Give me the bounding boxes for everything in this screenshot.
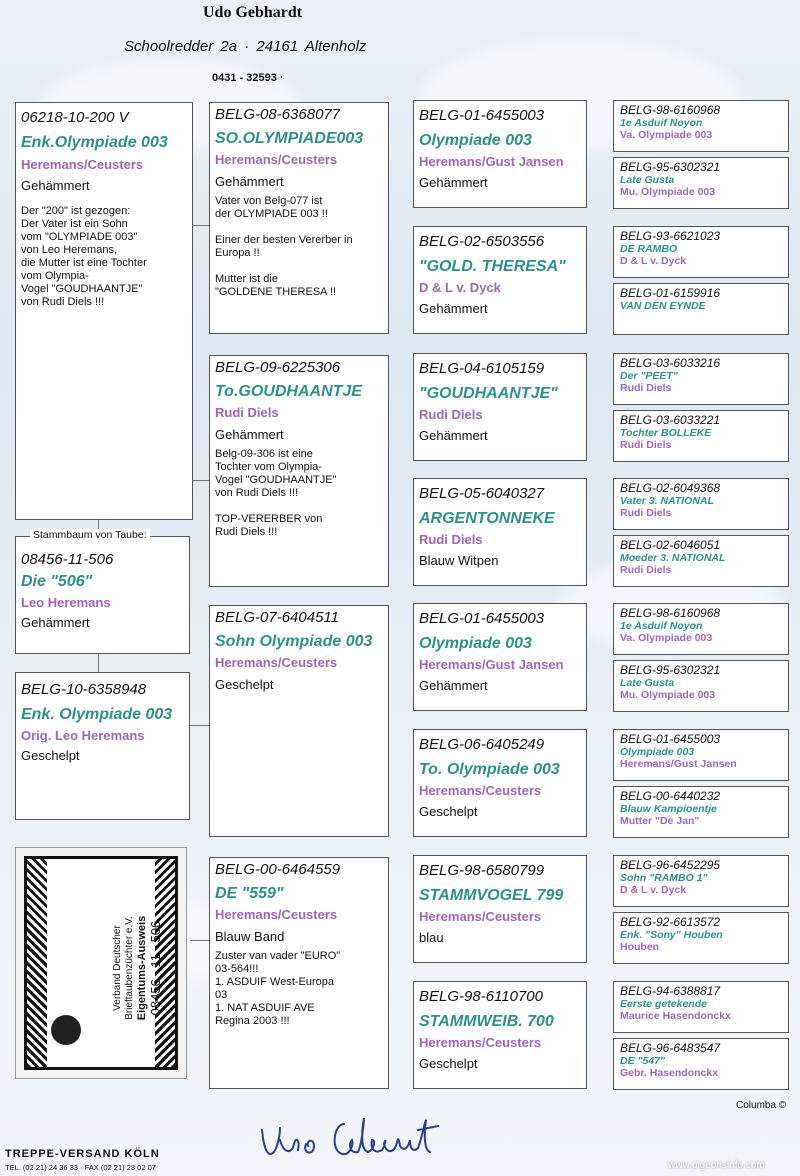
father-box (15, 102, 193, 520)
gggp-box: BELG-02-6049368 Vater 3. NATIONAL Rudi Diels (613, 478, 789, 530)
footer-contact: TEL. (02 21) 24 36 33 · FAX (02 21) 23 02 07 (5, 1163, 156, 1172)
card-ring (150, 868, 162, 1068)
ggp-color: Gehämmert (419, 428, 488, 443)
gggp-box: BELG-02-6046051 Moeder 3. NATIONAL Rudi Diels (613, 535, 789, 587)
mother-ring: BELG-10-6358948 (21, 681, 147, 698)
great-grandparent-box (413, 729, 587, 837)
ggp-color: Blauw Witpen (419, 553, 499, 568)
gggp-box: BELG-03-6033216 Der "PEET" Rudi Diels (613, 353, 789, 405)
breeder-phone: 0431 - 32593 · (212, 72, 284, 84)
footer-company: TREPPE-VERSAND KÖLN (5, 1148, 160, 1160)
grandparent-color: Geschelpt (215, 677, 274, 692)
ggp-breeder: D & L v. Dyck (419, 280, 501, 295)
subject-label: Stammbaum von Taube: (30, 529, 150, 541)
grandparent-breeder: Heremans/Ceusters (215, 907, 338, 922)
great-grandparent-box (413, 981, 587, 1089)
great-grandparent-box (413, 478, 587, 586)
great-grandparent-box (413, 855, 587, 963)
mother-color: Geschelpt (21, 748, 80, 763)
grandparent-name: SO.OLYMPIADE003 (215, 130, 364, 147)
gggp-box: BELG-92-6613572 Enk. "Sony" Houben Houben (613, 912, 789, 964)
grandparent-name: To.GOUDHAANTJE (215, 383, 362, 400)
ggp-color: Geschelpt (419, 1056, 478, 1071)
ggp-name: ARGENTONNEKE (419, 510, 555, 527)
grandparent-color: Blauw Band (215, 929, 285, 944)
ggp-breeder: Heremans/Ceusters (419, 783, 542, 798)
grandparent-ring: BELG-00-6464559 (215, 861, 341, 878)
ggp-color: Gehämmert (419, 678, 488, 693)
ggp-name: STAMMVOGEL 799 (419, 887, 564, 904)
grandparent-box (209, 355, 389, 587)
watermark: www.pigeonsinfo.com (668, 1160, 765, 1171)
ggp-name: STAMMWEIB. 700 (419, 1013, 554, 1030)
ggp-color: Geschelpt (419, 804, 478, 819)
grandparent-box (209, 857, 389, 1089)
ggp-name: To. Olympiade 003 (419, 761, 560, 778)
columba-credit: Columba © (736, 1100, 787, 1111)
gggp-box: BELG-94-6388817 Eerste getekende Maurice Hasendonckx (613, 981, 789, 1033)
grandparent-name: DE "559" (215, 885, 284, 902)
ownership-card (15, 847, 187, 1079)
father-ring: 06218-10-200 V (21, 109, 129, 126)
dove-logo-icon (51, 1015, 81, 1045)
ggp-ring: BELG-04-6105159 (419, 360, 545, 377)
ggp-color: blau (419, 930, 444, 945)
grandparent-name: Sohn Olympiade 003 (215, 633, 373, 650)
father-breeder: Heremans/Ceusters (21, 157, 144, 172)
subject-breeder: Leo Heremans (21, 595, 111, 610)
ggp-name: "GOLD. THERESA" (419, 258, 566, 275)
gggp-box: BELG-96-6452295 Sohn "RAMBO 1" D & L v. Dyck (613, 855, 789, 907)
card-title: Eigentums-Ausweis (136, 915, 148, 1021)
great-grandparent-box (413, 603, 587, 711)
ggp-name: "GOUDHAANTJE" (419, 385, 558, 402)
mother-name: Enk. Olympiade 003 (21, 706, 173, 723)
signature (258, 1110, 478, 1166)
ggp-color: Gehämmert (419, 175, 488, 190)
card-pattern (27, 859, 47, 1067)
grandparent-box (209, 605, 389, 837)
ggp-breeder: Heremans/Gust Jansen (419, 154, 564, 169)
ggp-breeder: Rudi Diels (419, 532, 483, 547)
grandparent-color: Gehämmert (215, 427, 284, 442)
great-grandparent-box (413, 353, 587, 461)
gggp-box: BELG-01-6455003 Olympiade 003 Heremans/Gust Jansen (613, 729, 789, 781)
gggp-box: BELG-03-6033221 Tochter BOLLEKE Rudi Diels (613, 410, 789, 462)
father-name: Enk.Olympiade 003 (21, 134, 168, 151)
ggp-ring: BELG-98-6580799 (419, 862, 545, 879)
grandparent-note: Vater von Belg-077 ist der OLYMPIADE 003 !! Einer der besten Vererber in Europa !! Mutter ist die "GOLDENE THERESA !! (215, 195, 353, 298)
gggp-box: BELG-01-6159916 VAN DEN EYNDE (613, 283, 789, 335)
ggp-ring: BELG-98-6110700 (419, 988, 543, 1005)
card-org-line2: Brieftaubenzüchter e.V. (124, 916, 135, 1020)
breeder-address: Schoolredder 2a · 24161 Altenholz (124, 38, 367, 55)
father-note: Der "200" ist gezogen: Der Vater ist ein Sohn vom "OLYMPIADE 003" von Leo Heremans, die Mutter ist eine Tochter vom Olympia- Vogel "GOUDHAANTJE" von Rudi Diels !!! (21, 205, 147, 308)
ggp-ring: BELG-02-6503556 (419, 233, 545, 250)
grandparent-breeder: Heremans/Ceusters (215, 655, 338, 670)
grandparent-ring: BELG-09-6225306 (215, 359, 341, 376)
gggp-box: BELG-95-6302321 Late Gusta Mu. Olympiade 003 (613, 157, 789, 209)
ggp-ring: BELG-05-6040327 (419, 485, 545, 502)
gggp-box: BELG-00-6440232 Blauw Kampioentje Mutter "De Jan" (613, 786, 789, 838)
grandparent-note: Zuster van vader "EURO" 03-564!!! 1. ASDUIF West-Europa 03 1. NAT ASDUIF AVE Regina 2003 !!! (215, 950, 341, 1027)
ggp-ring: BELG-01-6455003 (419, 107, 545, 124)
subject-pigeon-box (15, 536, 190, 654)
grandparent-breeder: Rudi Diels (215, 405, 279, 420)
ggp-ring: BELG-01-6455003 (419, 610, 545, 627)
ggp-color: Gehämmert (419, 301, 488, 316)
ggp-breeder: Heremans/Ceusters (419, 909, 542, 924)
grandparent-color: Gehämmert (215, 174, 284, 189)
gggp-box: BELG-98-6160968 1e Asduif Noyon Va. Olympiade 003 (613, 100, 789, 152)
grandparent-ring: BELG-07-6404511 (215, 609, 339, 626)
grandparent-note: Belg-09-306 ist eine Tochter vom Olympia- Vogel "GOUDHAANTJE" von Rudi Diels !!! TOP-VERERBER von Rudi Diels !!! (215, 448, 337, 538)
ggp-breeder: Rudi Diels (419, 407, 483, 422)
mother-breeder: Orig. Leo Heremans (21, 728, 145, 743)
ggp-name: Olympiade 003 (419, 635, 532, 652)
card-ring-year: 11 (148, 954, 163, 968)
grandparent-ring: BELG-08-6368077 (215, 106, 341, 123)
ggp-name: Olympiade 003 (419, 132, 532, 149)
card-org-line1: Verband Deutscher (112, 925, 123, 1011)
gggp-box: BELG-95-6302321 Late Gusta Mu. Olympiade 003 (613, 660, 789, 712)
subject-color: Gehämmert (21, 615, 90, 630)
card-ring-pigeon: 506 (148, 920, 163, 943)
gggp-box: BELG-96-6483547 DE "547" Gebr. Hasendonckx (613, 1038, 789, 1090)
subject-name: Die "506" (21, 573, 93, 590)
ggp-ring: BELG-06-6405249 (419, 736, 545, 753)
gggp-box: BELG-98-6160968 1e Asduif Noyon Va. Olympiade 003 (613, 603, 789, 655)
father-color: Gehämmert (21, 178, 90, 193)
grandparent-breeder: Heremans/Ceusters (215, 152, 338, 167)
card-ring-number: 08456 (148, 979, 163, 1016)
subject-ring: 08456-11-506 (21, 551, 114, 568)
breeder-name: Udo Gebhardt (203, 4, 303, 21)
ggp-breeder: Heremans/Gust Jansen (419, 657, 564, 672)
mother-box (15, 672, 190, 820)
gggp-box: BELG-93-6621023 DE RAMBO D & L v. Dyck (613, 226, 789, 278)
ggp-breeder: Heremans/Ceusters (419, 1035, 542, 1050)
great-grandparent-box (413, 226, 587, 334)
great-grandparent-box (413, 100, 587, 208)
grandparent-box (209, 102, 389, 334)
